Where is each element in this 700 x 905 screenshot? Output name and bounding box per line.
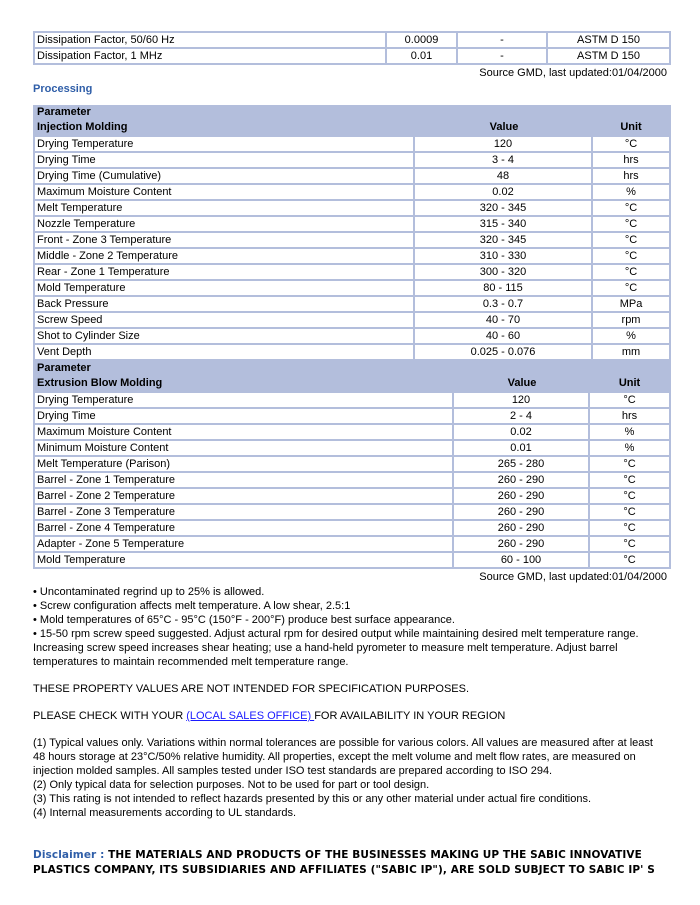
unit-cell: mm — [593, 345, 669, 361]
table-row — [35, 297, 669, 313]
value-cell: 260 - 290 — [454, 489, 590, 505]
unit-cell: °C — [590, 473, 669, 489]
value-cell: 260 - 290 — [454, 521, 590, 537]
local-sales-office-link[interactable]: (LOCAL SALES OFFICE) — [186, 710, 315, 722]
unit-cell: - — [458, 33, 548, 49]
source-note: Source GMD, last updated:01/04/2000 — [479, 67, 667, 79]
header-group: Injection Molding — [35, 120, 415, 137]
method-cell: ASTM D 150 — [548, 49, 669, 65]
value-cell: 265 - 280 — [454, 457, 590, 473]
value-cell: 260 - 290 — [454, 537, 590, 553]
datasheet-content — [33, 31, 667, 878]
value-cell: 0.0009 — [387, 33, 458, 49]
unit-cell: °C — [590, 553, 669, 569]
table-row — [35, 553, 669, 569]
unit-cell: °C — [593, 281, 669, 297]
value-cell: 0.025 - 0.076 — [415, 345, 593, 361]
unit-cell: °C — [590, 521, 669, 537]
unit-cell: % — [593, 185, 669, 201]
value-cell: 300 - 320 — [415, 265, 593, 281]
table-header-row — [35, 376, 669, 393]
value-cell: 0.01 — [454, 441, 590, 457]
value-cell: 120 — [415, 137, 593, 153]
value-cell: 310 - 330 — [415, 249, 593, 265]
availability-prefix: PLEASE CHECK WITH YOUR — [33, 710, 187, 722]
parameter-cell: Drying Temperature — [35, 393, 454, 409]
value-cell: 40 - 60 — [415, 329, 593, 345]
unit-cell: °C — [593, 201, 669, 217]
disclaimer-label: Disclaimer : — [33, 849, 109, 861]
parameter-cell: Barrel - Zone 2 Temperature — [35, 489, 454, 505]
header-parameter: Parameter — [35, 105, 669, 120]
property-cell: Dissipation Factor, 50/60 Hz — [35, 33, 387, 49]
value-cell: 60 - 100 — [454, 553, 590, 569]
parameter-cell: Barrel - Zone 1 Temperature — [35, 473, 454, 489]
value-cell: 120 — [454, 393, 590, 409]
unit-cell: rpm — [593, 313, 669, 329]
value-cell: 48 — [415, 169, 593, 185]
table-row — [35, 217, 669, 233]
table-row — [35, 33, 669, 49]
injection-molding-table — [33, 105, 671, 361]
table-row — [35, 393, 669, 409]
electrical-properties-table — [33, 31, 671, 65]
table-row — [35, 409, 669, 425]
parameter-cell: Middle - Zone 2 Temperature — [35, 249, 415, 265]
table-row — [35, 313, 669, 329]
table-row — [35, 345, 669, 361]
note-item: • Screw configuration affects melt temperature. A low shear, 2.5:1 — [33, 600, 351, 612]
processing-notes — [33, 585, 667, 669]
value-cell: 315 - 340 — [415, 217, 593, 233]
parameter-cell: Barrel - Zone 4 Temperature — [35, 521, 454, 537]
footnote: (4) Internal measurements according to UL standards. — [33, 807, 297, 819]
source-note: Source GMD, last updated:01/04/2000 — [479, 571, 667, 583]
table-row — [35, 489, 669, 505]
unit-cell: °C — [590, 489, 669, 505]
note-item: • Mold temperatures of 65°C - 95°C (150°F - 200°F) produce best surface appearance. — [33, 614, 455, 626]
value-cell: 0.01 — [387, 49, 458, 65]
unit-cell: °C — [593, 265, 669, 281]
unit-cell: °C — [593, 217, 669, 233]
footnote: (1) Typical values only. Variations within normal tolerances are possible for various colors. All values are measured after at least 48 hours storage at 23°C/50% relative humidity. All properties, except the melt volume and melt flow rates, are measured on injection molded samples. All samples tested under ISO test standards are prepared according to ISO 294. — [33, 737, 653, 777]
header-unit: Unit — [593, 120, 669, 137]
note-item: • Uncontaminated regrind up to 25% is allowed. — [33, 586, 265, 598]
header-value: Value — [454, 376, 590, 393]
footnote: (2) Only typical data for selection purposes. Not to be used for part or tool design. — [33, 779, 430, 791]
parameter-cell: Back Pressure — [35, 297, 415, 313]
unit-cell: hrs — [593, 153, 669, 169]
value-cell: 80 - 115 — [415, 281, 593, 297]
value-cell: 320 - 345 — [415, 233, 593, 249]
parameter-cell: Melt Temperature — [35, 201, 415, 217]
table-row — [35, 457, 669, 473]
table-row — [35, 201, 669, 217]
note-item: • 15-50 rpm screw speed suggested. Adjust actural rpm for desired output while maintaining desired melt temperature range. Increasing screw speed increases shear heating; use a hand-held pyrometer to measure melt temperature. Adjust barrel temperatures to maintain recommended melt temperature range. — [33, 628, 639, 668]
unit-cell: - — [458, 49, 548, 65]
parameter-cell: Drying Time (Cumulative) — [35, 169, 415, 185]
unit-cell: % — [593, 329, 669, 345]
table-header-row — [35, 105, 669, 120]
parameter-cell: Front - Zone 3 Temperature — [35, 233, 415, 249]
footnotes — [33, 736, 667, 820]
value-cell: 0.02 — [454, 425, 590, 441]
table-row — [35, 49, 669, 65]
unit-cell: °C — [590, 537, 669, 553]
unit-cell: °C — [593, 233, 669, 249]
disclaimer-text: THE MATERIALS AND PRODUCTS OF THE BUSINESSES MAKING UP THE SABIC INNOVATIVE PLASTICS COMPANY, ITS SUBSIDIARIES AND AFFILIATES ("SABIC IP"), ARE SOLD SUBJECT TO SABIC IP' S — [33, 849, 655, 876]
parameter-cell: Adapter - Zone 5 Temperature — [35, 537, 454, 553]
table-row — [35, 505, 669, 521]
unit-cell: °C — [593, 137, 669, 153]
parameter-cell: Rear - Zone 1 Temperature — [35, 265, 415, 281]
value-cell: 2 - 4 — [454, 409, 590, 425]
availability-text — [33, 709, 667, 723]
unit-cell: °C — [590, 393, 669, 409]
value-cell: 260 - 290 — [454, 473, 590, 489]
parameter-cell: Vent Depth — [35, 345, 415, 361]
parameter-cell: Mold Temperature — [35, 281, 415, 297]
parameter-cell: Drying Time — [35, 153, 415, 169]
table-row — [35, 233, 669, 249]
unit-cell: °C — [590, 505, 669, 521]
table-row — [35, 537, 669, 553]
table-row — [35, 185, 669, 201]
parameter-cell: Nozzle Temperature — [35, 217, 415, 233]
unit-cell: % — [590, 425, 669, 441]
parameter-cell: Shot to Cylinder Size — [35, 329, 415, 345]
spec-warning — [33, 682, 667, 696]
header-parameter: Parameter — [35, 361, 669, 376]
parameter-cell: Mold Temperature — [35, 553, 454, 569]
unit-cell: °C — [593, 249, 669, 265]
unit-cell: °C — [590, 457, 669, 473]
parameter-cell: Drying Temperature — [35, 137, 415, 153]
header-group: Extrusion Blow Molding — [35, 376, 454, 393]
parameter-cell: Maximum Moisture Content — [35, 185, 415, 201]
table-row — [35, 521, 669, 537]
method-cell: ASTM D 150 — [548, 33, 669, 49]
value-cell: 40 - 70 — [415, 313, 593, 329]
table-row — [35, 137, 669, 153]
unit-cell: hrs — [593, 169, 669, 185]
value-cell: 0.02 — [415, 185, 593, 201]
table-row — [35, 473, 669, 489]
unit-cell: MPa — [593, 297, 669, 313]
table-row — [35, 265, 669, 281]
value-cell: 3 - 4 — [415, 153, 593, 169]
header-value: Value — [415, 120, 593, 137]
availability-suffix: FOR AVAILABILITY IN YOUR REGION — [314, 710, 506, 722]
table-row — [35, 169, 669, 185]
parameter-cell: Drying Time — [35, 409, 454, 425]
disclaimer — [33, 848, 667, 878]
value-cell: 320 - 345 — [415, 201, 593, 217]
table-header-row — [35, 120, 669, 137]
unit-cell: % — [590, 441, 669, 457]
table-row — [35, 329, 669, 345]
parameter-cell: Maximum Moisture Content — [35, 425, 454, 441]
table-row — [35, 249, 669, 265]
spec-warning-text: THESE PROPERTY VALUES ARE NOT INTENDED FOR SPECIFICATION PURPOSES. — [33, 683, 470, 695]
parameter-cell: Minimum Moisture Content — [35, 441, 454, 457]
parameter-cell: Screw Speed — [35, 313, 415, 329]
section-title-processing: Processing — [33, 83, 93, 95]
table-row — [35, 281, 669, 297]
footnote: (3) This rating is not intended to reflect hazards presented by this or any other material under actual fire conditions. — [33, 793, 592, 805]
parameter-cell: Melt Temperature (Parison) — [35, 457, 454, 473]
parameter-cell: Barrel - Zone 3 Temperature — [35, 505, 454, 521]
value-cell: 260 - 290 — [454, 505, 590, 521]
property-cell: Dissipation Factor, 1 MHz — [35, 49, 387, 65]
unit-cell: hrs — [590, 409, 669, 425]
table-header-row — [35, 361, 669, 376]
table-row — [35, 425, 669, 441]
table-row — [35, 441, 669, 457]
table-row — [35, 153, 669, 169]
value-cell: 0.3 - 0.7 — [415, 297, 593, 313]
extrusion-blow-molding-table — [33, 361, 671, 569]
availability-note — [33, 709, 667, 723]
header-unit: Unit — [590, 376, 669, 393]
